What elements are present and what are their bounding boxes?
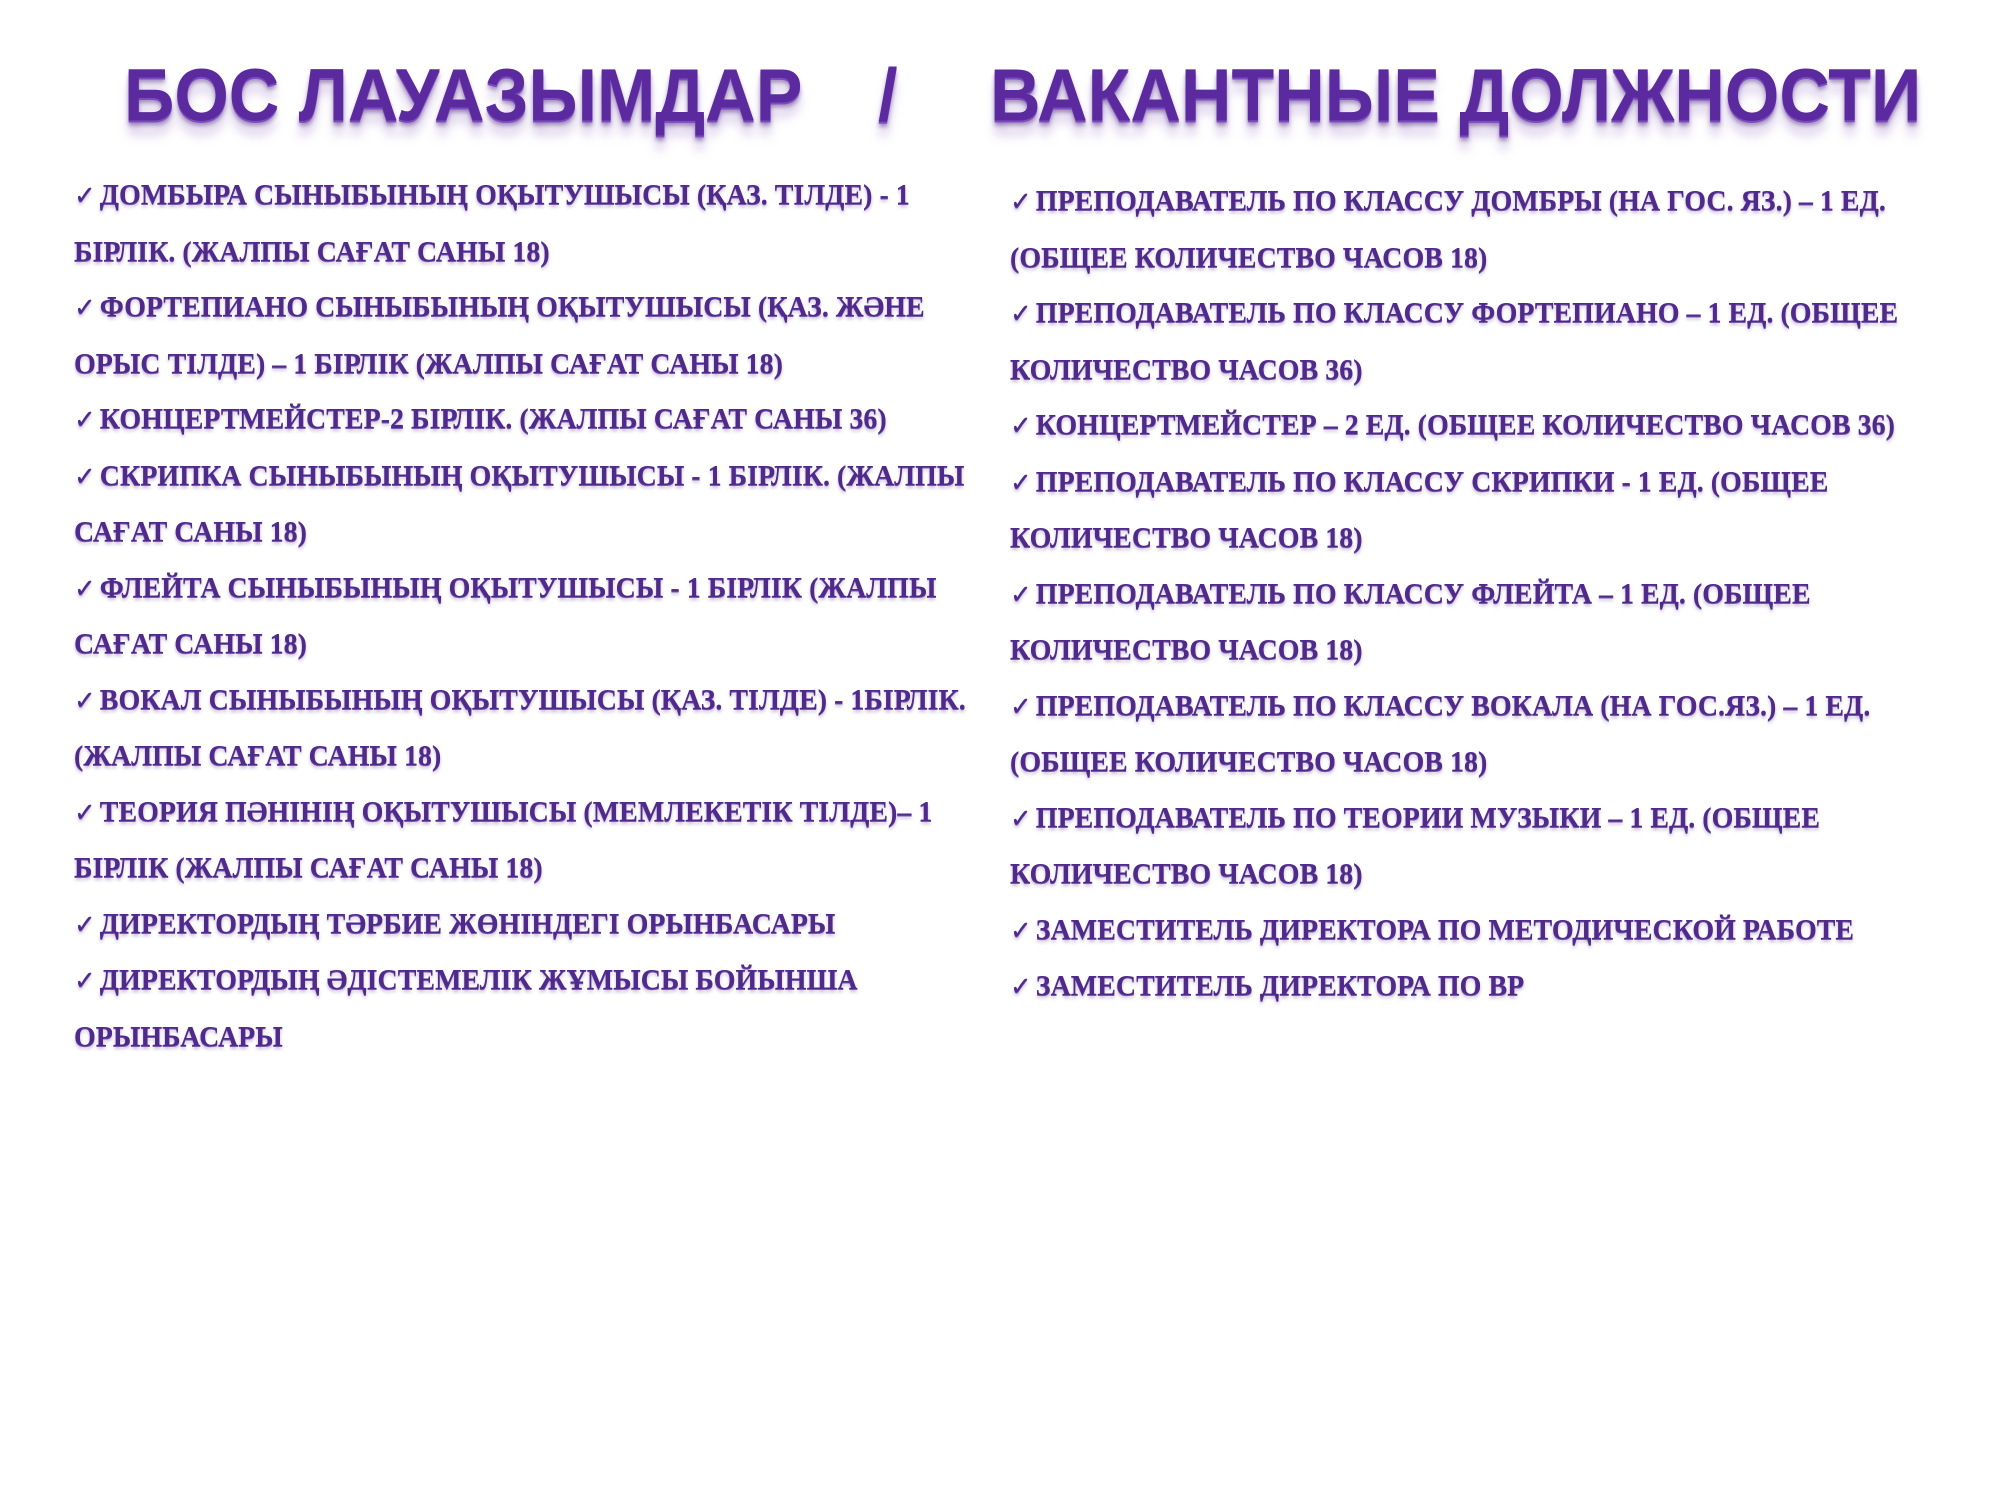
- slide-title: [0, 52, 2000, 142]
- vacancy-text: ДОМБЫРА СЫНЫБЫНЫҢ ОҚЫТУШЫСЫ (ҚАЗ. ТІЛДЕ) - 1 БІРЛІК. (ЖАЛПЫ САҒАТ САНЫ 18): [74, 180, 910, 268]
- vacancy-item: [1010, 679, 1945, 791]
- vacancy-text: ТЕОРИЯ ПӘНІНІҢ ОҚЫТУШЫСЫ (МЕМЛЕКЕТІК ТІЛДЕ)– 1 БІРЛІК (ЖАЛПЫ САҒАТ САНЫ 18): [74, 796, 933, 884]
- vacancy-item: [74, 449, 984, 561]
- check-icon: ✓: [74, 909, 96, 940]
- vacancy-text: ФЛЕЙТА СЫНЫБЫНЫҢ ОҚЫТУШЫСЫ - 1 БІРЛІК (ЖАЛПЫ САҒАТ САНЫ 18): [74, 572, 937, 660]
- check-icon: ✓: [74, 293, 96, 323]
- vacancy-item: [1010, 286, 1945, 398]
- vacancy-text: ПРЕПОДАВАТЕЛЬ ПО КЛАССУ ФЛЕЙТА – 1 ЕД. (ОБЩЕЕ КОЛИЧЕСТВО ЧАСОВ 18): [1010, 578, 1811, 666]
- vacancy-text: ЗАМЕСТИТЕЛЬ ДИРЕКТОРА ПО ВР: [1035, 971, 1525, 1002]
- check-icon: ✓: [74, 797, 96, 828]
- title-kazakh: БОС ЛАУАЗЫМДАР: [124, 53, 803, 137]
- vacancy-text: ПРЕПОДАВАТЕЛЬ ПО КЛАССУ СКРИПКИ - 1 ЕД. (ОБЩЕЕ КОЛИЧЕСТВО ЧАСОВ 18): [1010, 466, 1829, 554]
- check-icon: ✓: [74, 405, 96, 435]
- vacancy-item: [74, 392, 984, 449]
- russian-vacancy-list: [1010, 174, 1945, 1016]
- vacancy-item: [1010, 903, 1945, 960]
- vacancy-item: [74, 280, 984, 392]
- vacancy-item: [74, 897, 984, 954]
- check-icon: ✓: [1010, 467, 1032, 498]
- check-icon: ✓: [1010, 691, 1032, 722]
- vacancy-item: [1010, 174, 1945, 286]
- title-russian: ВАКАНТНЫЕ ДОЛЖНОСТИ: [990, 53, 1922, 137]
- vacancy-text: ДИРЕКТОРДЫҢ ТӘРБИЕ ЖӨНІНДЕГІ ОРЫНБАСАРЫ: [99, 908, 836, 940]
- vacancy-item: [1010, 567, 1945, 679]
- vacancy-item: [74, 168, 984, 280]
- vacancy-text: ДИРЕКТОРДЫҢ ӘДІСТЕМЕЛІК ЖҰМЫСЫ БОЙЫНША ОРЫНБАСАРЫ: [74, 965, 858, 1053]
- vacancy-text: ПРЕПОДАВАТЕЛЬ ПО ТЕОРИИ МУЗЫКИ – 1 ЕД. (ОБЩЕЕ КОЛИЧЕСТВО ЧАСОВ 18): [1010, 802, 1821, 890]
- check-icon: ✓: [1010, 299, 1032, 329]
- vacancy-text: ПРЕПОДАВАТЕЛЬ ПО КЛАССУ ДОМБРЫ (НА ГОС. ЯЗ.) – 1 ЕД. (ОБЩЕЕ КОЛИЧЕСТВО ЧАСОВ 18): [1010, 186, 1886, 274]
- vacancy-item: [74, 953, 984, 1065]
- check-icon: ✓: [1010, 915, 1032, 946]
- kazakh-vacancy-list: [74, 168, 984, 1065]
- vacancy-item: [1010, 455, 1945, 567]
- vacancy-text: ВОКАЛ СЫНЫБЫНЫҢ ОҚЫТУШЫСЫ (ҚАЗ. ТІЛДЕ) - 1БІРЛІК. (ЖАЛПЫ САҒАТ САНЫ 18): [74, 684, 966, 772]
- vacancy-text: ПРЕПОДАВАТЕЛЬ ПО КЛАССУ ФОРТЕПИАНО – 1 ЕД. (ОБЩЕЕ КОЛИЧЕСТВО ЧАСОВ 36): [1010, 298, 1899, 386]
- title-separator: /: [878, 53, 898, 137]
- vacancy-item: [1010, 791, 1945, 903]
- check-icon: ✓: [74, 573, 96, 604]
- check-icon: ✓: [74, 966, 96, 996]
- vacancy-item: [74, 785, 984, 897]
- check-icon: ✓: [1010, 411, 1032, 441]
- vacancy-item: [74, 561, 984, 673]
- vacancy-text: ПРЕПОДАВАТЕЛЬ ПО КЛАССУ ВОКАЛА (НА ГОС.ЯЗ.) – 1 ЕД. (ОБЩЕЕ КОЛИЧЕСТВО ЧАСОВ 18): [1010, 690, 1871, 778]
- check-icon: ✓: [1010, 579, 1032, 610]
- check-icon: ✓: [74, 461, 96, 492]
- check-icon: ✓: [74, 685, 96, 716]
- check-icon: ✓: [1010, 972, 1032, 1002]
- vacancy-item: [1010, 398, 1945, 455]
- vacancy-item: [1010, 959, 1945, 1016]
- check-icon: ✓: [1010, 187, 1032, 217]
- check-icon: ✓: [74, 181, 96, 211]
- check-icon: ✓: [1010, 803, 1032, 834]
- vacancy-text: ЗАМЕСТИТЕЛЬ ДИРЕКТОРА ПО МЕТОДИЧЕСКОЙ РАБОТЕ: [1035, 914, 1855, 946]
- vacancy-text: ФОРТЕПИАНО СЫНЫБЫНЫҢ ОҚЫТУШЫСЫ (ҚАЗ. ЖӘНЕ ОРЫС ТІЛДЕ) – 1 БІРЛІК (ЖАЛПЫ САҒАТ САНЫ 18): [74, 292, 925, 380]
- vacancy-text: СКРИПКА СЫНЫБЫНЫҢ ОҚЫТУШЫСЫ - 1 БІРЛІК. (ЖАЛПЫ САҒАТ САНЫ 18): [74, 460, 965, 548]
- vacancy-item: [74, 673, 984, 785]
- vacancy-text: КОНЦЕРТМЕЙСТЕР-2 БІРЛІК. (ЖАЛПЫ САҒАТ САНЫ 36): [99, 404, 887, 435]
- vacancy-text: КОНЦЕРТМЕЙСТЕР – 2 ЕД. (ОБЩЕЕ КОЛИЧЕСТВО ЧАСОВ 36): [1035, 410, 1895, 441]
